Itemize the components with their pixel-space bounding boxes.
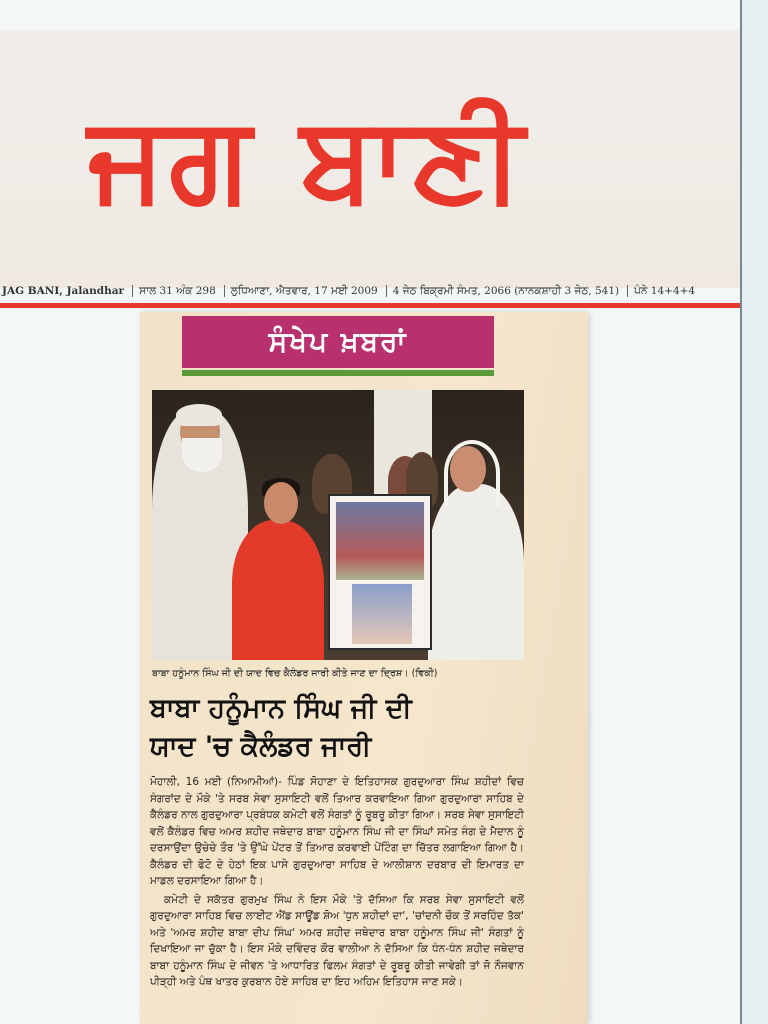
dateline-pages: ਪੰਨੇ 14+4+4 bbox=[634, 285, 696, 297]
calendar-painting bbox=[336, 502, 424, 580]
headline-line-2: ਯਾਦ 'ਚ ਕੈਲੰਡਰ ਜਾਰੀ bbox=[150, 731, 372, 762]
article-headline bbox=[150, 690, 530, 766]
section-banner: ਸੰਖੇਪ ਖ਼ਬਰਾਂ bbox=[182, 316, 494, 368]
dateline-brand: JAG BANI, Jalandhar bbox=[2, 285, 125, 297]
banner-rule bbox=[182, 370, 494, 376]
man-beard bbox=[182, 438, 222, 472]
calendar-poster bbox=[328, 494, 432, 650]
man-turban bbox=[176, 404, 222, 426]
masthead bbox=[0, 30, 740, 297]
dateline-volume: ਸਾਲ 31 ਅੰਕ 298 bbox=[139, 285, 216, 297]
woman-veil bbox=[444, 440, 500, 506]
dateline-separator bbox=[224, 285, 225, 297]
article-body bbox=[150, 774, 524, 1024]
dateline-separator bbox=[132, 285, 133, 297]
article-paragraph: ਮੋਹਾਲੀ, 16 ਮਈ (ਨਿਆਮੀਆਂ)- ਪਿੰਡ ਸੋਹਾਣਾ ਦੇ ਇਤਿਹਾਸਕ ਗੁਰਦੁਆਰਾ ਸਿੰਘ ਸ਼ਹੀਦਾਂ ਵਿਚ ਸੰਗਰਾਂਦ ਦੇ ਮੌਕੇ 'ਤੇ ਸਰਬ ਸੇਵਾ ਸੁਸਾਇਟੀ ਵਲੋਂ ਤਿਆਰ ਕਰਵਾਇਆ ਗਿਆ ਗੁਰਦੁਆਰਾ ਸਾਹਿਬ ਦੇ ਕੈਲੰਡਰ ਨਾਲ ਗੁਰਦੁਆਰਾ ਪ੍ਰਬੰਧਕ ਕਮੇਟੀ ਵਲੋਂ ਸੰਗਤਾਂ ਨੂੰ ਰੂਬਰੂ ਕੀਤਾ ਗਿਆ। ਸਰਬ ਸੇਵਾ ਸੁਸਾਇਟੀ ਵਲੋਂ ਕੈਲੰਡਰ ਵਿਚ ਅਮਰ ਸ਼ਹੀਦ ਜਥੇਦਾਰ ਬਾਬਾ ਹਨੂੰਮਾਨ ਸਿੰਘ ਜੀ ਦਾ ਸਿੰਘਾਂ ਸਮੇਤ ਜੰਗ ਦੇ ਮੈਦਾਨ ਨੂੰ ਦਰਸਾਉਂਦਾ ਉਚੇਚੇ ਤੌਰ 'ਤੇ ਉੱਘੇ ਪੇਂਟਰ ਤੋਂ ਤਿਆਰ ਕਰਵਾਈ ਪੇਂਟਿੰਗ ਦਾ ਚਿੱਤਰ ਲਗਾਇਆ ਗਿਆ ਹੈ। ਕੈਲੰਡਰ ਦੀ ਫੋਟੋ ਦੇ ਹੇਠਾਂ ਇਕ ਪਾਸੇ ਗੁਰਦੁਆਰਾ ਸਾਹਿਬ ਦੇ ਆਲੀਸ਼ਾਨ ਦਰਬਾਰ ਦੀ ਇਮਾਰਤ ਦਾ ਮਾਡਲ ਦਰਸਾਇਆ ਗਿਆ ਹੈ। bbox=[150, 776, 524, 887]
girl-head bbox=[264, 482, 298, 524]
dateline-separator bbox=[627, 285, 628, 297]
woman-in-white bbox=[428, 484, 524, 660]
photo-caption: ਬਾਬਾ ਹਨੂੰਮਾਨ ਸਿੰਘ ਜੀ ਦੀ ਯਾਦ ਵਿਚ ਕੈਲੰਡਰ ਜਾਰੀ ਕੀਤੇ ਜਾਣ ਦਾ ਦ੍ਰਿਸ਼। (ਵਿਕੀ) bbox=[152, 668, 438, 679]
calendar-gurdwara-image bbox=[352, 584, 412, 644]
dateline bbox=[0, 276, 740, 308]
news-clipping bbox=[140, 312, 588, 1024]
dateline-separator bbox=[386, 285, 387, 297]
newspaper-title: ਜਗ ਬਾਣੀ bbox=[88, 89, 528, 227]
dateline-bikrami-date: 4 ਜੇਠ ਬਿਕ੍ਰਮੀ ਸੰਮਤ, 2066 (ਨਾਨਕਸ਼ਾਹੀ 3 ਜੇਠ, 541) bbox=[392, 285, 620, 297]
dateline-date: ਲੁਧਿਆਣਾ, ਐਤਵਾਰ, 17 ਮਈ 2009 bbox=[230, 285, 378, 297]
girl-in-red bbox=[232, 520, 324, 660]
article-paragraph: ਕਮੇਟੀ ਦੇ ਸਕੱਤਰ ਗੁਰਮੁਖ ਸਿੰਘ ਨੇ ਇਸ ਮੌਕੇ 'ਤੇ ਦੱਸਿਆ ਕਿ ਸਰਬ ਸੇਵਾ ਸੁਸਾਇਟੀ ਵਲੋਂ ਗੁਰਦੁਆਰਾ ਸਾਹਿਬ ਵਿਚ ਲਾਈਟ ਐਂਡ ਸਾਊਂਡ ਸ਼ੋਅ 'ਧੁਨ ਸ਼ਹੀਦਾਂ ਦਾ', 'ਚਾਂਦਨੀ ਚੌਕ ਤੋਂ ਸਰਹਿੰਦ ਤੱਕ' ਅਤੇ 'ਅਮਰ ਸ਼ਹੀਦ ਬਾਬਾ ਦੀਪ ਸਿੰਘ' ਅਮਰ ਸ਼ਹੀਦ ਜਥੇਦਾਰ ਬਾਬਾ ਹਨੂੰਮਾਨ ਸਿੰਘ ਜੀ' ਸੰਗਤਾਂ ਨੂੰ ਦਿਖਾਇਆ ਜਾ ਚੁੱਕਾ ਹੈ। ਇਸ ਮੌਕੇ ਦਵਿੰਦਰ ਕੌਰ ਵਾਲੀਆ ਨੇ ਦੱਸਿਆ ਕਿ ਧੰਨ-ਧੰਨ ਸ਼ਹੀਦ ਜਥੇਦਾਰ ਬਾਬਾ ਹਨੂੰਮਾਨ ਸਿੰਘ ਦੇ ਜੀਵਨ 'ਤੇ ਆਧਾਰਿਤ ਫਿਲਮ ਸੰਗਤਾਂ ਦੇ ਰੂਬਰੂ ਕੀਤੀ ਜਾਵੇਗੀ ਤਾਂ ਜੋ ਨੌਜਵਾਨ ਪੀੜ੍ਹੀ ਅਤੇ ਪੰਥ ਖਾਤਰ ਕੁਰਬਾਨ ਹੋਏ ਸਾਹਿਬ ਦਾ ਇਹ ਅਹਿਮ ਇਤਿਹਾਸ ਜਾਣ ਸਕੇ। bbox=[150, 893, 524, 988]
news-photo bbox=[152, 390, 524, 660]
headline-line-1: ਬਾਬਾ ਹਨੂੰਮਾਨ ਸਿੰਘ ਜੀ ਦੀ bbox=[150, 693, 412, 724]
